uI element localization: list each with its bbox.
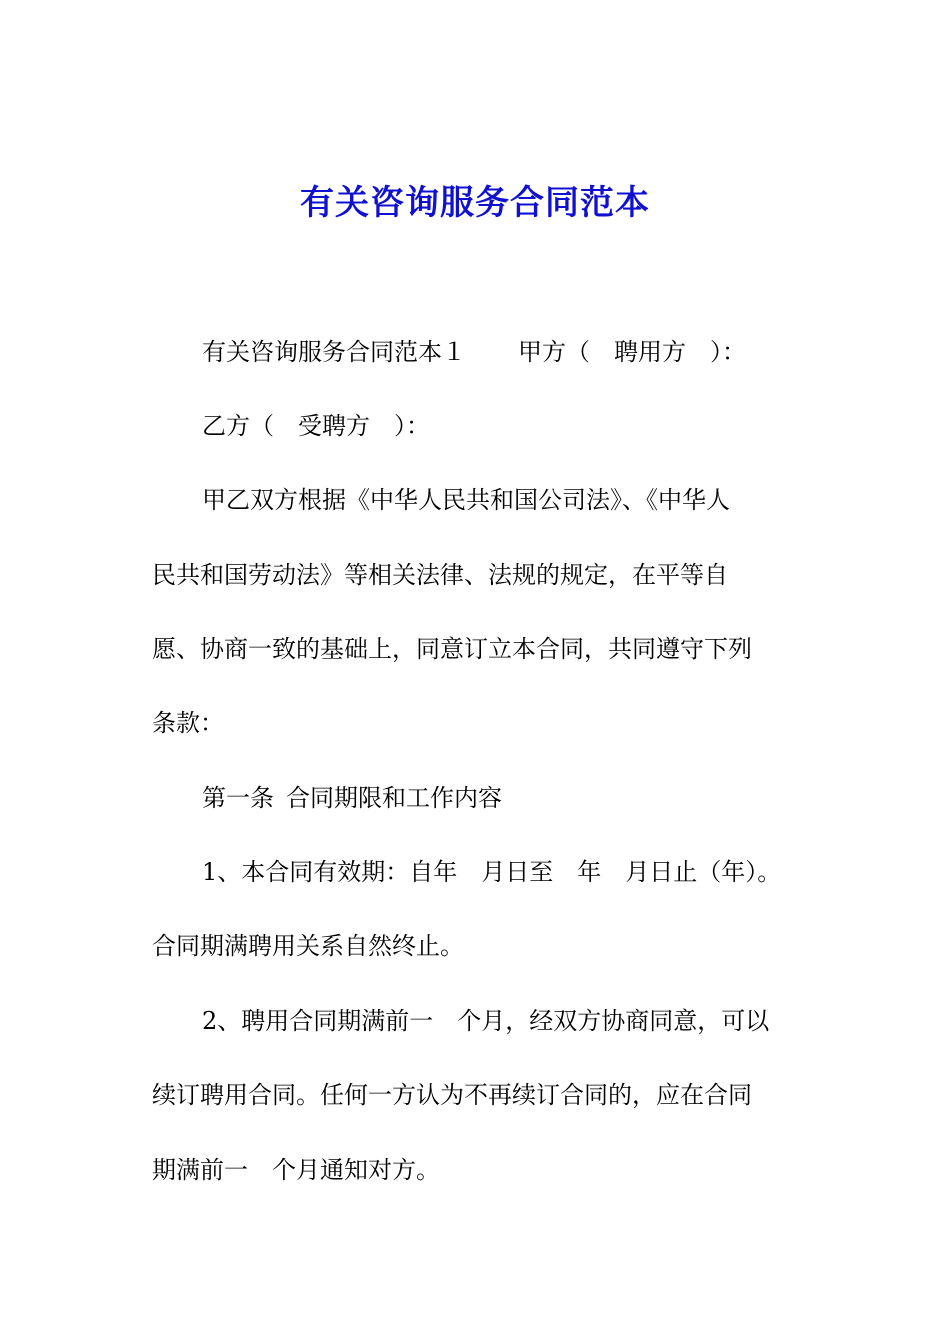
party-a-label: 甲方（ 聘用方 ）： — [518, 338, 746, 366]
contract-subtitle: 有关咨询服务合同范本１ — [202, 338, 466, 366]
article-number: 第一条 — [202, 784, 274, 812]
paragraph-line-3: 甲乙双方根据《中华人民共和国公司法》、《中华人 — [202, 486, 730, 514]
article-heading — [202, 778, 502, 818]
paragraph-line-4: 民共和国劳动法》等相关法律、法规的规定，在平等自 — [152, 561, 728, 589]
party-b-label: 乙方（ 受聘方 ）： — [202, 412, 430, 440]
paragraph-line-1 — [202, 332, 746, 372]
paragraph-line-9: 合同期满聘用关系自然终止。 — [152, 932, 464, 960]
document-title: 有关咨询服务合同范本 — [300, 183, 650, 223]
paragraph-line-10: 2、聘用合同期满前一 个月，经双方协商同意，可以 — [202, 1007, 770, 1035]
paragraph-line-6: 条款： — [152, 709, 224, 737]
paragraph-line-8: 1、本合同有效期：自年 月日至 年 月日止（年）。 — [202, 858, 782, 886]
paragraph-line-12: 期满前一 个月通知对方。 — [152, 1156, 440, 1184]
paragraph-line-11: 续订聘用合同。任何一方认为不再续订合同的，应在合同 — [152, 1081, 752, 1109]
paragraph-line-5: 愿、协商一致的基础上，同意订立本合同，共同遵守下列 — [152, 635, 752, 663]
article-title: 合同期限和工作内容 — [286, 784, 502, 812]
